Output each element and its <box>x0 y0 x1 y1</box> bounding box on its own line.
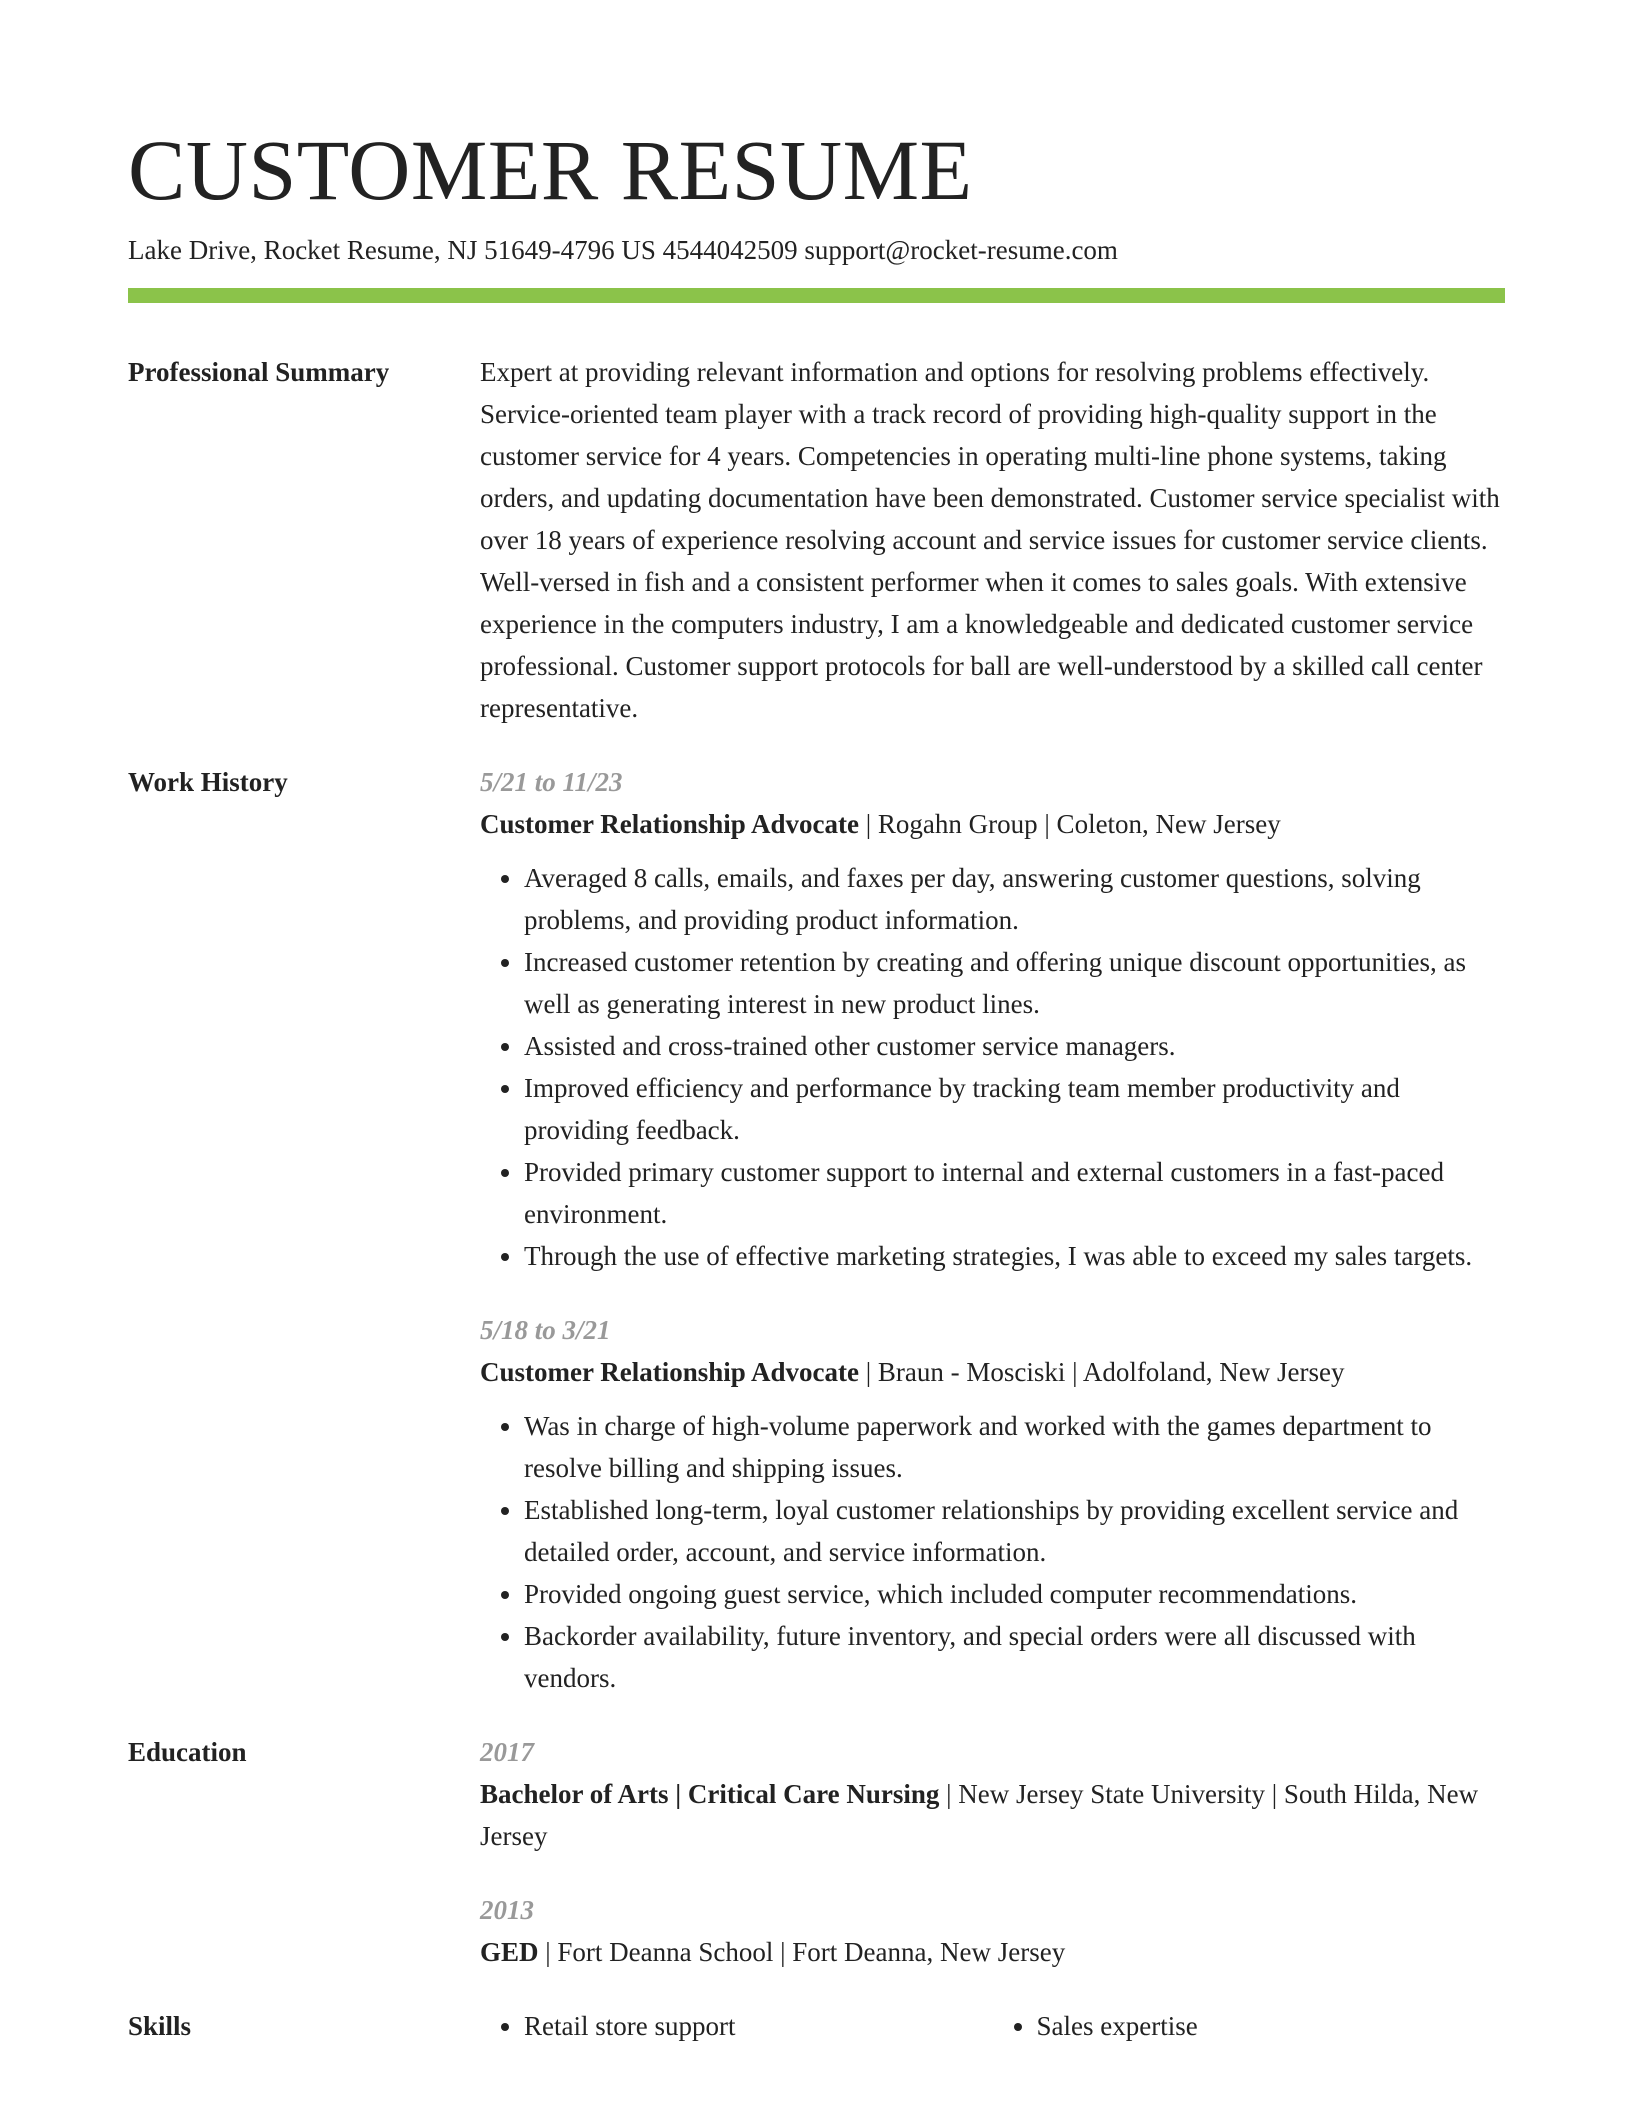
work-history-section <box>128 761 1505 1699</box>
job-dates: 5/18 to 3/21 <box>480 1315 611 1345</box>
education-entry <box>480 1731 1505 1857</box>
resume-page <box>128 120 1505 2047</box>
education-section <box>128 1731 1505 1973</box>
work-history-heading: Work History <box>128 767 288 797</box>
skills-column <box>480 2005 993 2047</box>
education-details: | Fort Deanna School | Fort Deanna, New Jersey <box>538 1937 1066 1967</box>
job-title: Customer Relationship Advocate <box>480 809 860 839</box>
education-details: | New Jersey State University | South Hilda, New Jersey <box>480 1779 1479 1851</box>
job-bullet: • Averaged 8 calls, emails, and faxes per day, answering customer questions, solving problems, and providing product information. <box>524 857 1505 941</box>
job-bullet: • Increased customer retention by creating and offering unique discount opportunities, as well as generating interest in new product lines. <box>524 941 1505 1025</box>
education-heading: Education <box>128 1737 247 1767</box>
contact-info: Lake Drive, Rocket Resume, NJ 51649-4796 US 4544042509 support@rocket-resume.com <box>128 235 1118 265</box>
job-bullet: • Through the use of effective marketing strategies, I was able to exceed my sales targets. <box>524 1235 1505 1277</box>
header-divider <box>128 288 1505 303</box>
degree-name: Bachelor of Arts | Critical Care Nursing <box>480 1779 940 1809</box>
job-bullets <box>480 857 1505 1277</box>
job-bullet: • Provided primary customer support to internal and external customers in a fast-paced environment. <box>524 1151 1505 1235</box>
summary-heading: Professional Summary <box>128 357 390 387</box>
job-bullet: • Was in charge of high-volume paperwork and worked with the games department to resolve billing and shipping issues. <box>524 1405 1505 1489</box>
job-heading <box>480 1351 1505 1393</box>
job-title: Customer Relationship Advocate <box>480 1357 860 1387</box>
education-year: 2013 <box>480 1895 534 1925</box>
skills-heading: Skills <box>128 2011 192 2041</box>
resume-title: CUSTOMER RESUME <box>128 122 973 218</box>
education-line <box>480 1931 1505 1973</box>
education-year: 2017 <box>480 1737 534 1767</box>
job-entry <box>480 761 1505 1277</box>
degree-name: GED <box>480 1937 539 1967</box>
job-bullet: • Provided ongoing guest service, which included computer recommendations. <box>524 1573 1505 1615</box>
skills-section <box>128 2005 1505 2047</box>
job-bullet: • Improved efficiency and performance by tracking team member productivity and providing feedback. <box>524 1067 1505 1151</box>
skill-item: • Retail store support <box>524 2005 993 2047</box>
job-bullets <box>480 1405 1505 1699</box>
job-bullet: • Established long-term, loyal customer relationships by providing excellent service and detailed order, account, and service information. <box>524 1489 1505 1573</box>
job-entry <box>480 1309 1505 1699</box>
education-line <box>480 1773 1505 1857</box>
summary-section <box>128 351 1505 729</box>
job-dates: 5/21 to 11/23 <box>480 767 623 797</box>
skill-item: • Sales expertise <box>1037 2005 1506 2047</box>
summary-text: Expert at providing relevant information and options for resolving problems effectively. Service-oriented team player with a track record of providing high-quality support in the customer service for 4 years. Competencies in operating multi-line phone systems, taking orders, and updating documentation have been demonstrated. Customer service specialist with over 18 years of experience resolving account and service issues for customer service clients. Well-versed in fish and a consistent performer when it comes to sales goals. With extensive experience in the computers industry, I am a knowledgeable and dedicated customer service professional. Customer support protocols for ball are well-understood by a skilled call center representative. <box>480 357 1500 723</box>
skills-list <box>480 2005 1505 2047</box>
job-details: | Rogahn Group | Coleton, New Jersey <box>859 809 1281 839</box>
job-details: | Braun - Mosciski | Adolfoland, New Jersey <box>859 1357 1345 1387</box>
skills-column <box>993 2005 1506 2047</box>
job-heading <box>480 803 1505 845</box>
job-bullet: • Assisted and cross-trained other customer service managers. <box>524 1025 1505 1067</box>
education-entry <box>480 1889 1505 1973</box>
job-bullet: • Backorder availability, future inventory, and special orders were all discussed with vendors. <box>524 1615 1505 1699</box>
